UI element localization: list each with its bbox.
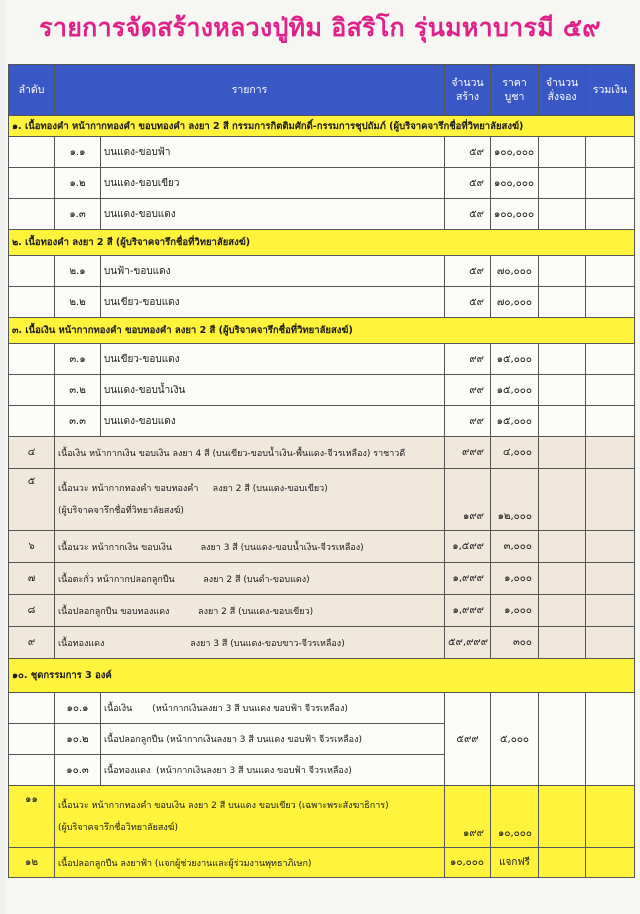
table-row: ๕ เนื้อนวะ หน้ากากทองคำ ขอบทองคำ ลงยา 2 สี (บนแดง-ขอบเขียว) (ผู้บริจาคจารึกชื่อที่วิทยาลัยสงฆ์) ๑๙๙ ๑๒,๐๐๐: [9, 469, 635, 531]
section-row: ๑. เนื้อทองคำ หน้ากากทองคำ ขอบทองคำ ลงยา 2 สี กรรมการกิตติมศักดิ์-กรรมการชุปถัมภ์ (ผู้บริจาคจารึกชื่อที่วิทยาลัยสงฆ์): [9, 116, 635, 137]
header-made: จำนวน สร้าง: [445, 65, 491, 116]
table-row: ๑.๑ บนแดง-ขอบฟ้า ๕๙ ๑๐๐,๐๐๐: [9, 137, 635, 168]
booked-cell[interactable]: [539, 137, 586, 168]
header-order: ลำดับ: [9, 65, 55, 116]
table-row: ๑๐.๑ เนื้อเงิน (หน้ากากเงินลงยา 3 สี บนแดง ขอบฟ้า จีวรเหลือง) ๕๙๙ ๕,๐๐๐: [9, 693, 635, 724]
booked-cell[interactable]: [539, 437, 586, 469]
table-row: ๖ เนื้อนวะ หน้ากากเงิน ขอบเงิน ลงยา 3 สี (บนแดง-ขอบน้ำเงิน-จีวรเหลือง) ๑,๕๙๙ ๓,๐๐๐: [9, 531, 635, 563]
total-cell[interactable]: [586, 469, 635, 531]
header-price: ราคา บูชา: [491, 65, 539, 116]
page-left-edge: [0, 0, 6, 914]
section-row: ๓. เนื้อเงิน หน้ากากทองคำ ขอบทองคำ ลงยา 2 สี (ผู้บริจาคจารึกชื่อที่วิทยาลัยสงฆ์): [9, 318, 635, 344]
page-title: รายการจัดสร้างหลวงปู่ทิม อิสริโก รุ่นมหาบารมี ๕๙: [39, 13, 601, 42]
booked-cell[interactable]: [539, 344, 586, 375]
table-row: ๑.๒ บนแดง-ขอบเขียว ๕๙ ๑๐๐,๐๐๐: [9, 168, 635, 199]
booked-cell[interactable]: [539, 469, 586, 531]
total-cell[interactable]: [586, 406, 635, 437]
booked-cell[interactable]: [539, 848, 586, 878]
booked-cell[interactable]: [539, 595, 586, 627]
header-total: รวมเงิน: [586, 65, 635, 116]
total-cell[interactable]: [586, 137, 635, 168]
total-cell[interactable]: [586, 563, 635, 595]
table-row: ๘ เนื้อปลอกลูกปืน ขอบทองแดง ลงยา 2 สี (บนแดง-ขอบเขียว) ๑,๙๙๙ ๑,๐๐๐: [9, 595, 635, 627]
booked-cell[interactable]: [539, 287, 586, 318]
table-row: ๓.๑ บนเขียว-ขอบแดง ๙๙ ๑๕,๐๐๐: [9, 344, 635, 375]
total-cell[interactable]: [586, 344, 635, 375]
table-row: ๓.๓ บนแดง-ขอบแดง ๙๙ ๑๕,๐๐๐: [9, 406, 635, 437]
table-row: ๗ เนื้อตะกั่ว หน้ากากปลอกลูกปืน ลงยา 2 สี (บนดำ-ขอบแดง) ๑,๙๙๙ ๑,๐๐๐: [9, 563, 635, 595]
header-item: รายการ: [55, 65, 445, 116]
booked-cell[interactable]: [539, 375, 586, 406]
section-row: ๒. เนื้อทองคำ ลงยา 2 สี (ผู้บริจาคจารึกชื่อที่วิทยาลัยสงฆ์): [9, 230, 635, 256]
table-row: ๑๐.๓ เนื้อทองแดง (หน้ากากเงินลงยา 3 สี บนแดง ขอบฟ้า จีวรเหลือง): [9, 755, 635, 786]
table-row: ๒.๒ บนเขียว-ขอบแดง ๕๙ ๗๐,๐๐๐: [9, 287, 635, 318]
table-row: ๓.๒ บนแดง-ขอบน้ำเงิน ๙๙ ๑๕,๐๐๐: [9, 375, 635, 406]
total-cell[interactable]: [586, 848, 635, 878]
total-cell[interactable]: [586, 531, 635, 563]
table-row: ๙ เนื้อทองแดง ลงยา 3 สี (บนแดง-ขอบขาว-จีวรเหลือง) ๕๙,๙๙๙ ๓๐๐: [9, 627, 635, 659]
header-booked: จำนวน สั่งจอง: [539, 65, 586, 116]
total-cell[interactable]: [586, 168, 635, 199]
total-cell[interactable]: [586, 375, 635, 406]
total-cell[interactable]: [586, 256, 635, 287]
table-row: ๑๐.๒ เนื้อปลอกลูกปืน (หน้ากากเงินลงยา 3 สี บนแดง ขอบฟ้า จีวรเหลือง): [9, 724, 635, 755]
table-header: [9, 65, 635, 116]
booked-cell[interactable]: [539, 786, 586, 848]
order-table: [8, 64, 635, 878]
table-row: ๔ เนื้อเงิน หน้ากากเงิน ขอบเงิน ลงยา 4 สี (บนเขียว-ขอบน้ำเงิน-พื้นแดง-จีวรเหลือง) ราชาวดี ๙๙๙ ๔,๐๐๐: [9, 437, 635, 469]
total-cell[interactable]: [586, 786, 635, 848]
total-cell[interactable]: [586, 595, 635, 627]
table-row: ๑.๓ บนแดง-ขอบแดง ๕๙ ๑๐๐,๐๐๐: [9, 199, 635, 230]
booked-cell[interactable]: [539, 563, 586, 595]
table-row: ๑๒ เนื้อปลอกลูกปืน ลงยาฟ้า (แจกผู้ช่วยงานและผู้ร่วมงานพุทธาภิเษก) ๑๐,๐๐๐ แจกฟรี: [9, 848, 635, 878]
total-cell[interactable]: [586, 437, 635, 469]
table-row: ๑๑ เนื้อนวะ หน้ากากทองคำ ขอบเงิน ลงยา 2 สี บนแดง ขอบเขียว (เฉพาะพระสังฆาธิการ) (ผู้บริจาคจารึกชื่อวิทยาลัยสงฆ์) ๑๙๙ ๑๐,๐๐๐: [9, 786, 635, 848]
section-row: ๑๐. ชุดกรรมการ 3 องค์: [9, 659, 635, 693]
booked-cell[interactable]: [539, 256, 586, 287]
table-row: ๒.๑ บนฟ้า-ขอบแดง ๕๙ ๗๐,๐๐๐: [9, 256, 635, 287]
booked-cell[interactable]: [539, 627, 586, 659]
booked-cell[interactable]: [539, 693, 586, 786]
total-cell[interactable]: [586, 627, 635, 659]
total-cell[interactable]: [586, 199, 635, 230]
booked-cell[interactable]: [539, 531, 586, 563]
total-cell[interactable]: [586, 287, 635, 318]
booked-cell[interactable]: [539, 168, 586, 199]
booked-cell[interactable]: [539, 406, 586, 437]
total-cell[interactable]: [586, 693, 635, 786]
booked-cell[interactable]: [539, 199, 586, 230]
